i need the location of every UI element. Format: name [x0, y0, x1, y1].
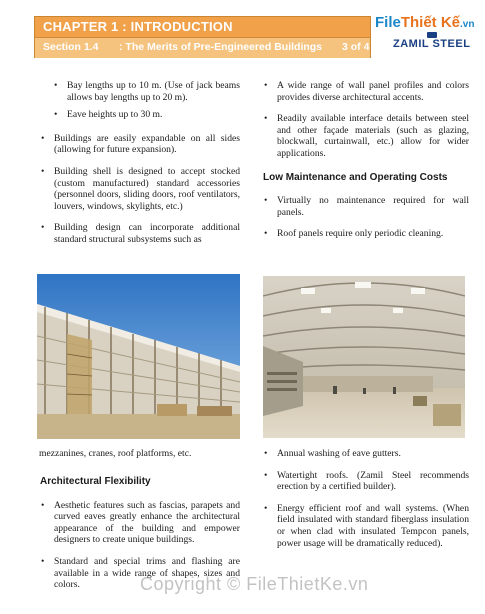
chapter-title: CHAPTER 1 : INTRODUCTION: [43, 19, 233, 34]
steel-frame-image: [37, 274, 240, 439]
brand-logo: [375, 14, 475, 60]
list-item: • Energy efficient roof and wall systems. (When field insulated with standard fiberglass insulation or when clad with insulated Tempcon panels, power usage will be dramatically reduced).: [264, 502, 469, 549]
building-frame-photo: [37, 274, 240, 439]
logo-wordmark: FileThiết Kế.vn: [375, 14, 475, 31]
chapter-header: [34, 16, 371, 58]
interior-hall-photo: [263, 276, 465, 438]
list-item: • Eave heights up to 30 m.: [54, 109, 163, 121]
list-item: • Annual washing of eave gutters.: [264, 448, 401, 459]
logo-brand-name: ZAMIL STEEL: [393, 38, 471, 50]
left-column: [40, 80, 240, 256]
list-item: • Roof panels require only periodic cleaning.: [264, 228, 444, 240]
right-column: [263, 80, 469, 250]
list-item: • A wide range of wall panel profiles and colors provides diverse architectural accents.: [264, 80, 469, 103]
list-item: • Readily available interface details between steel and other façade materials (such as glazing, blockwall, curtainwall, etc.) allow for wider applications.: [264, 113, 469, 159]
section-bar: [35, 37, 370, 58]
list-item: • Buildings are easily expandable on all sides (allowing for future expansion).: [41, 132, 240, 156]
section-title: : The Merits of Pre-Engineered Buildings: [119, 41, 323, 53]
list-item: • Bay lengths up to 10 m. (Use of jack beams allows bay lengths up to 20 m).: [54, 80, 240, 103]
list-item: • Aesthetic features such as fascias, parapets and curved eaves greatly enhance the architectural appearance of the building and empower designers to create unique buildings.: [41, 499, 240, 546]
right-lower-list: [263, 448, 469, 559]
list-item: • Standard and special trims and flashing are available in a wide range of shapes, sizes and colors.: [41, 555, 240, 591]
list-item: • Watertight roofs. (Zamil Steel recommends erection by a certified builder).: [264, 469, 469, 493]
architectural-flexibility-section: [40, 474, 240, 601]
page-indicator: 3 of 4: [342, 41, 370, 53]
section-heading: Low Maintenance and Operating Costs: [263, 171, 448, 183]
list-item: • Building design can incorporate additional standard structural subsystems such as: [41, 222, 240, 245]
section-number: Section 1.4: [43, 41, 99, 53]
copyright-watermark: Copyright © FileThietKe.vn: [140, 574, 369, 594]
continued-text: mezzanines, cranes, roof platforms, etc.: [39, 448, 192, 459]
list-item: • Virtually no maintenance required for wall panels.: [264, 195, 469, 218]
interior-image: [263, 276, 465, 438]
list-item: • Building shell is designed to accept stocked (custom manufactured) standard accessories (personnel doors, sliding doors, roof ventilators, louvers, windows, skylights, etc.): [41, 165, 240, 212]
section-heading: Architectural Flexibility: [40, 476, 151, 487]
